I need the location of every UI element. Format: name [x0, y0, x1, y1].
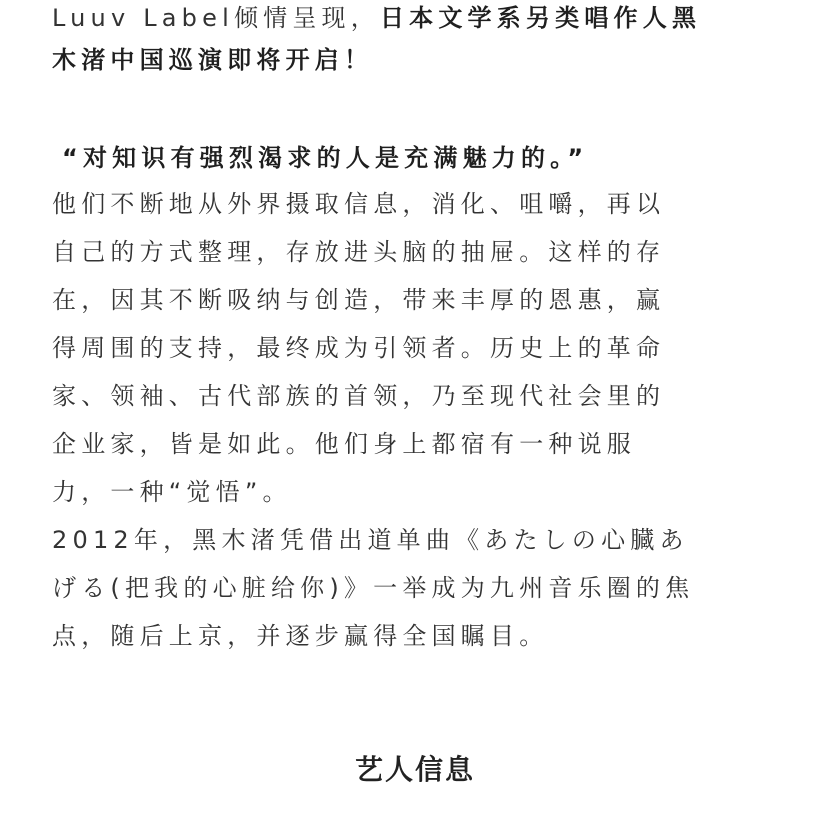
paragraph-line: 2012年，黑木渚凭借出道单曲《あたしの心臓あ: [52, 526, 689, 554]
paragraph-line: 力，一种“觉悟”。: [52, 478, 292, 506]
paragraph-line: 点，随后上京，并逐步赢得全国瞩目。: [52, 622, 549, 650]
section-title: 艺人信息: [354, 753, 475, 786]
paragraph-line: 企业家，皆是如此。他们身上都宿有一种说服: [52, 430, 636, 458]
intro-line-1: [52, 2, 701, 34]
paragraph-line: 在，因其不断吸纳与创造，带来丰厚的恩惠，赢: [52, 286, 666, 314]
paragraph-line: 得周围的支持，最终成为引领者。历史上的革命: [52, 334, 666, 362]
intro-headline-part-1: 日本文学系另类唱作人黑: [379, 4, 702, 32]
paragraph-line: 他们不断地从外界摄取信息，消化、咀嚼，再以: [52, 190, 666, 218]
intro-presenter: Luuv Label倾情呈现，: [52, 4, 380, 32]
intro-headline-part-2: 木渚中国巡演即将开启！: [52, 46, 374, 74]
paragraph-line: 自己的方式整理，存放进头脑的抽屉。这样的存: [52, 238, 666, 266]
paragraph-line: 家、领袖、古代部族的首领，乃至现代社会里的: [52, 382, 666, 410]
paragraph-line: げる(把我的心脏给你)》一举成为九州音乐圈的焦: [52, 574, 695, 602]
pull-quote: “对知识有强烈渴求的人是充满魅力的。”: [62, 144, 589, 172]
